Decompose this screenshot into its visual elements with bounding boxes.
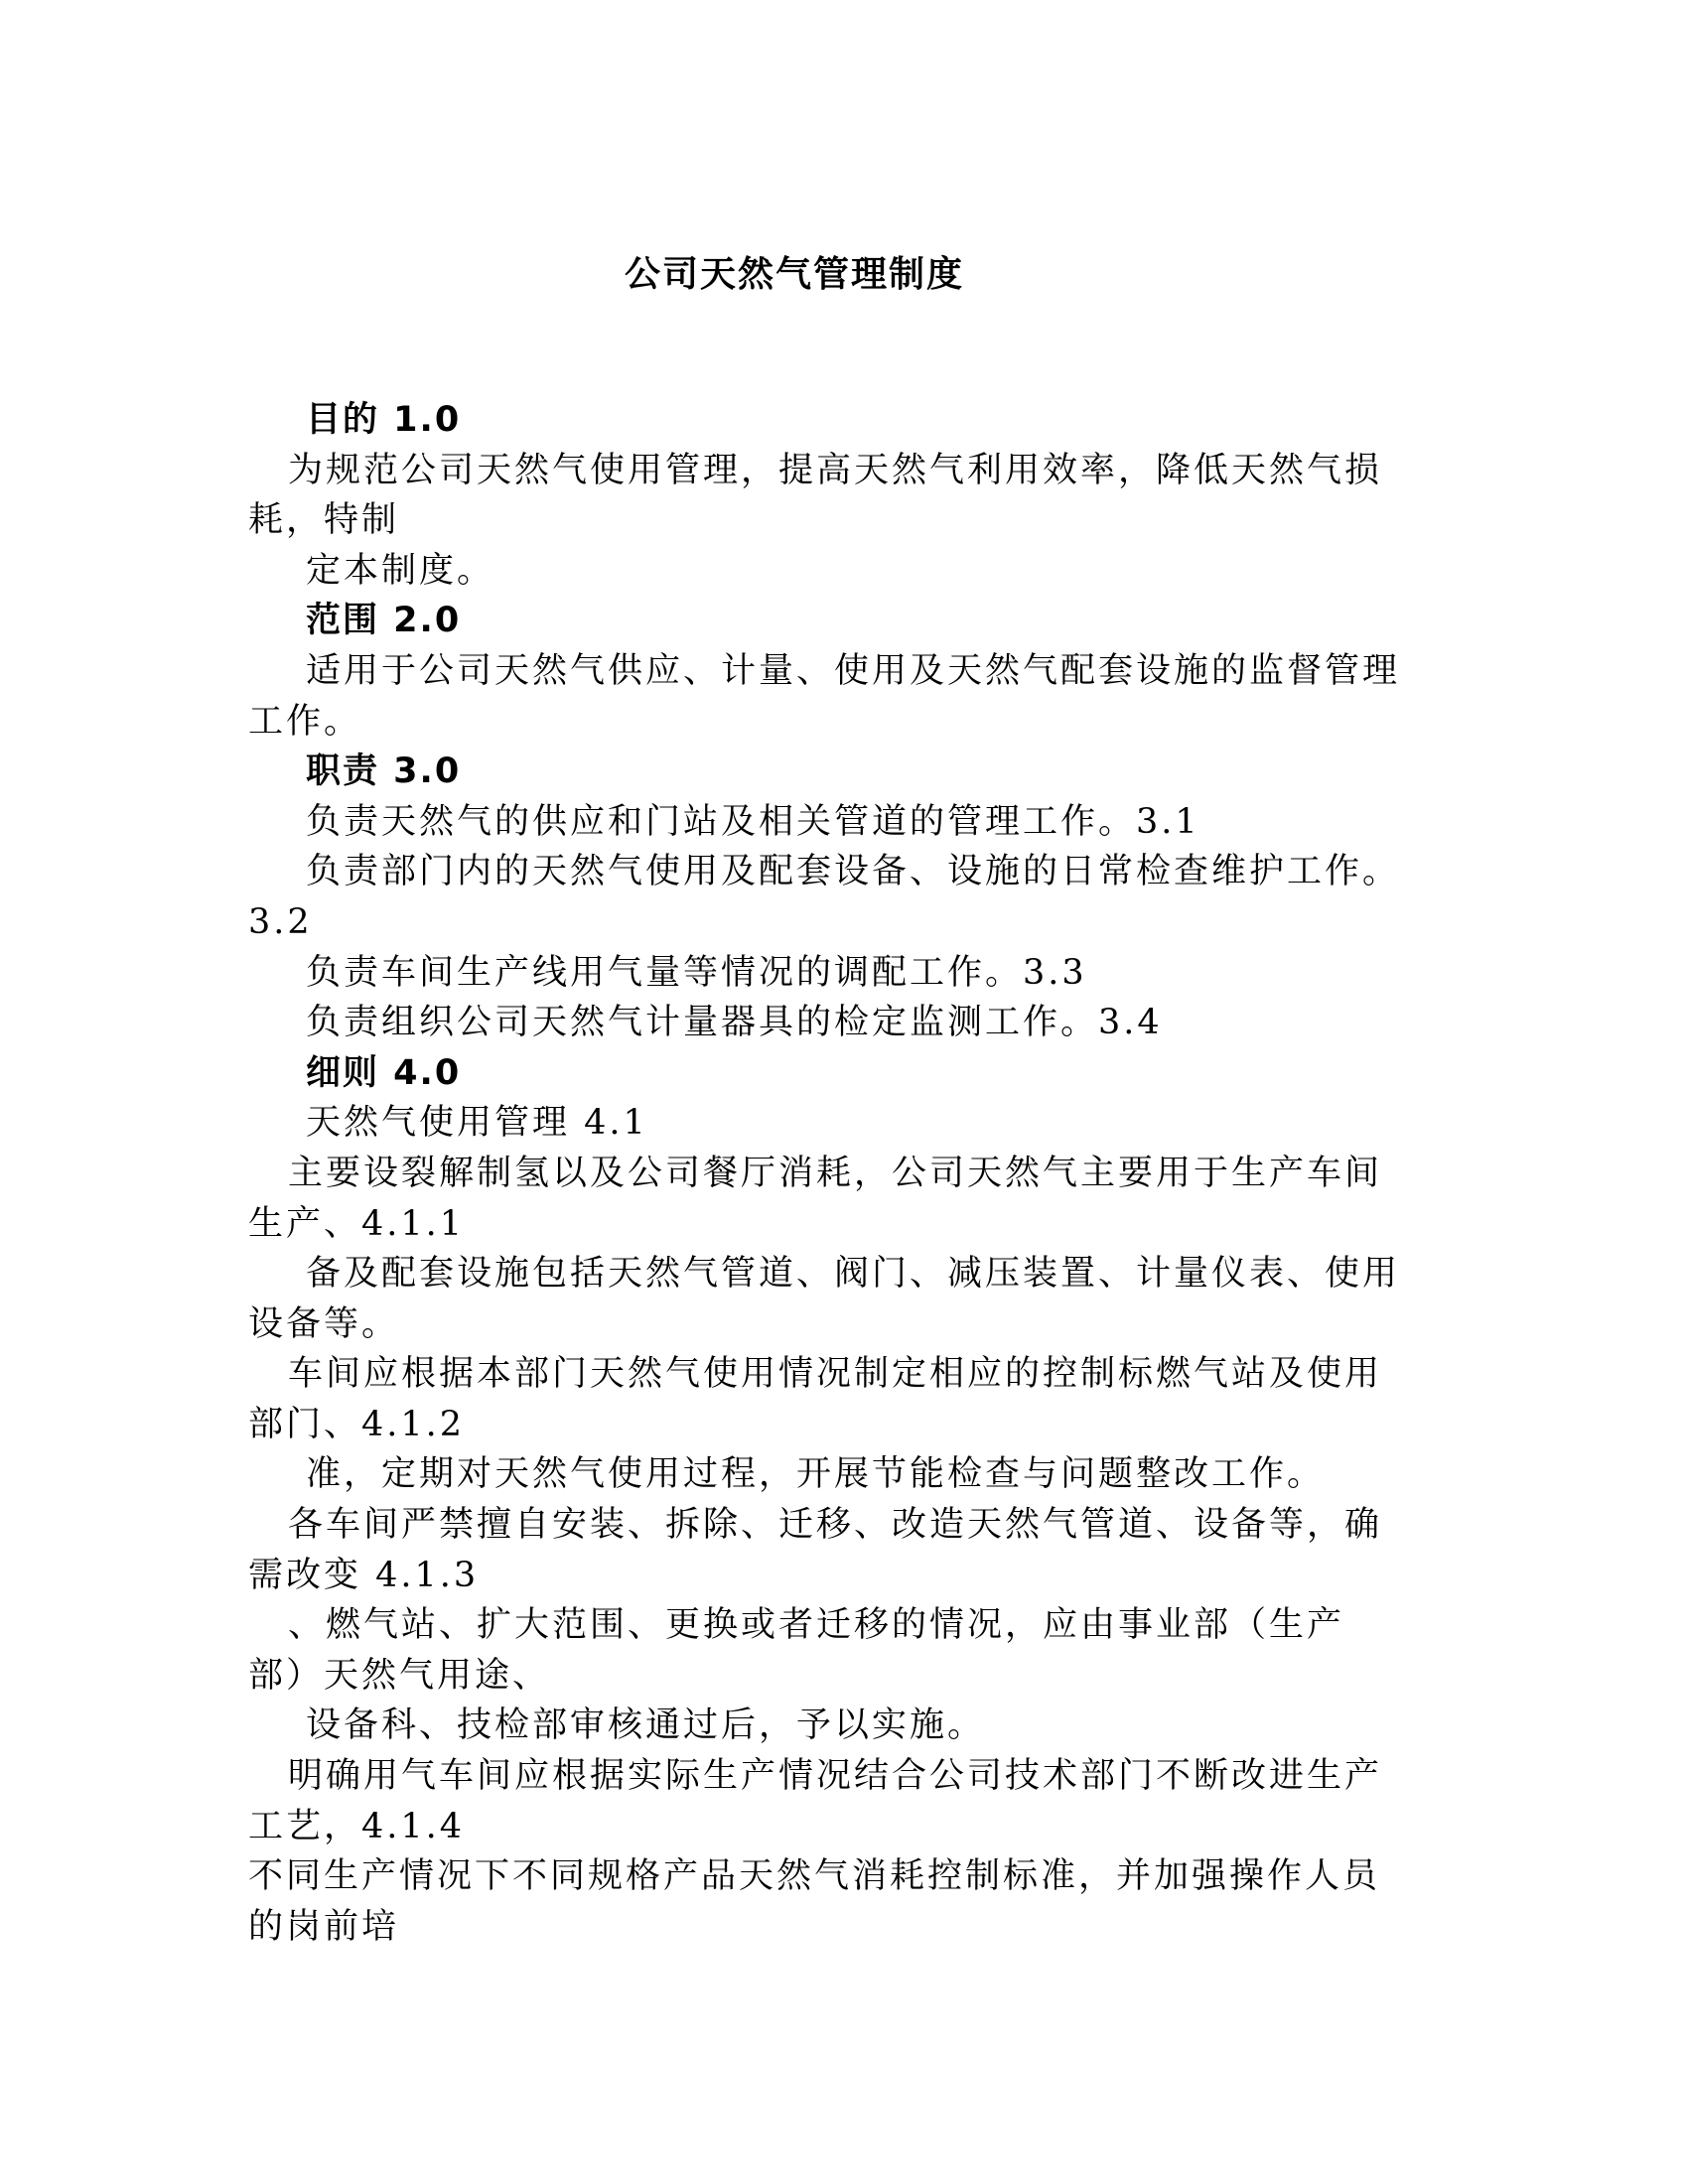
body-line: 设备科、技检部审核通过后，予以实施。 (306, 1706, 986, 1746)
body-line: 天然气使用管理 4.1 (306, 1103, 648, 1144)
section-heading: 范围 2.0 (306, 601, 462, 641)
body-line: 各车间严禁擅自安装、拆除、迁移、改造天然气管道、设备等，确 (288, 1505, 1383, 1546)
body-line: 适用于公司天然气供应、计量、使用及天然气配套设施的监督管理 (306, 650, 1401, 691)
body-line: 工作。 (248, 701, 362, 742)
body-line: 备及配套设施包括天然气管道、阀门、减压装置、计量仪表、使用 (306, 1254, 1401, 1295)
body-line: 为规范公司天然气使用管理，提高天然气利用效率，降低天然气损 (288, 450, 1383, 490)
body-line: 生产、4.1.1 (248, 1203, 466, 1244)
body-line: 车间应根据本部门天然气使用情况制定相应的控制标燃气站及使用 (288, 1354, 1383, 1395)
section-heading: 细则 4.0 (306, 1052, 462, 1093)
body-line: 负责天然气的供应和门站及相关管道的管理工作。3.1 (306, 801, 1200, 842)
body-line: 设备等。 (248, 1303, 400, 1344)
body-line: 准，定期对天然气使用过程，开展节能检查与问题整改工作。 (306, 1454, 1326, 1495)
body-line: 负责部门内的天然气使用及配套设备、设施的日常检查维护工作。 (306, 852, 1401, 892)
body-line: 部门、4.1.2 (248, 1404, 466, 1444)
body-line: 、燃气站、扩大范围、更换或者迁移的情况，应由事业部（生产 (288, 1605, 1345, 1646)
body-line: 不同生产情况下不同规格产品天然气消耗控制标准，并加强操作人员 (248, 1856, 1381, 1897)
body-line: 主要设裂解制氢以及公司餐厅消耗，公司天然气主要用于生产车间 (288, 1153, 1383, 1193)
body-line: 工艺，4.1.4 (248, 1806, 466, 1846)
body-line: 需改变 4.1.3 (248, 1555, 480, 1595)
body-line: 明确用气车间应根据实际生产情况结合公司技术部门不断改进生产 (288, 1756, 1383, 1797)
body-line: 3.2 (248, 901, 313, 942)
body-line: 的岗前培 (248, 1906, 400, 1947)
body-line: 负责车间生产线用气量等情况的调配工作。3.3 (306, 952, 1087, 993)
body-line: 定本制度。 (306, 550, 495, 591)
body-line: 负责组织公司天然气计量器具的检定监测工作。3.4 (306, 1003, 1163, 1043)
body-line: 部）天然气用途、 (248, 1655, 551, 1696)
document-body (248, 395, 1440, 1952)
section-heading: 职责 3.0 (306, 751, 462, 792)
body-line: 耗，特制 (248, 500, 400, 541)
document-title: 公司天然气管理制度 (624, 254, 964, 295)
section-heading: 目的 1.0 (306, 400, 462, 440)
